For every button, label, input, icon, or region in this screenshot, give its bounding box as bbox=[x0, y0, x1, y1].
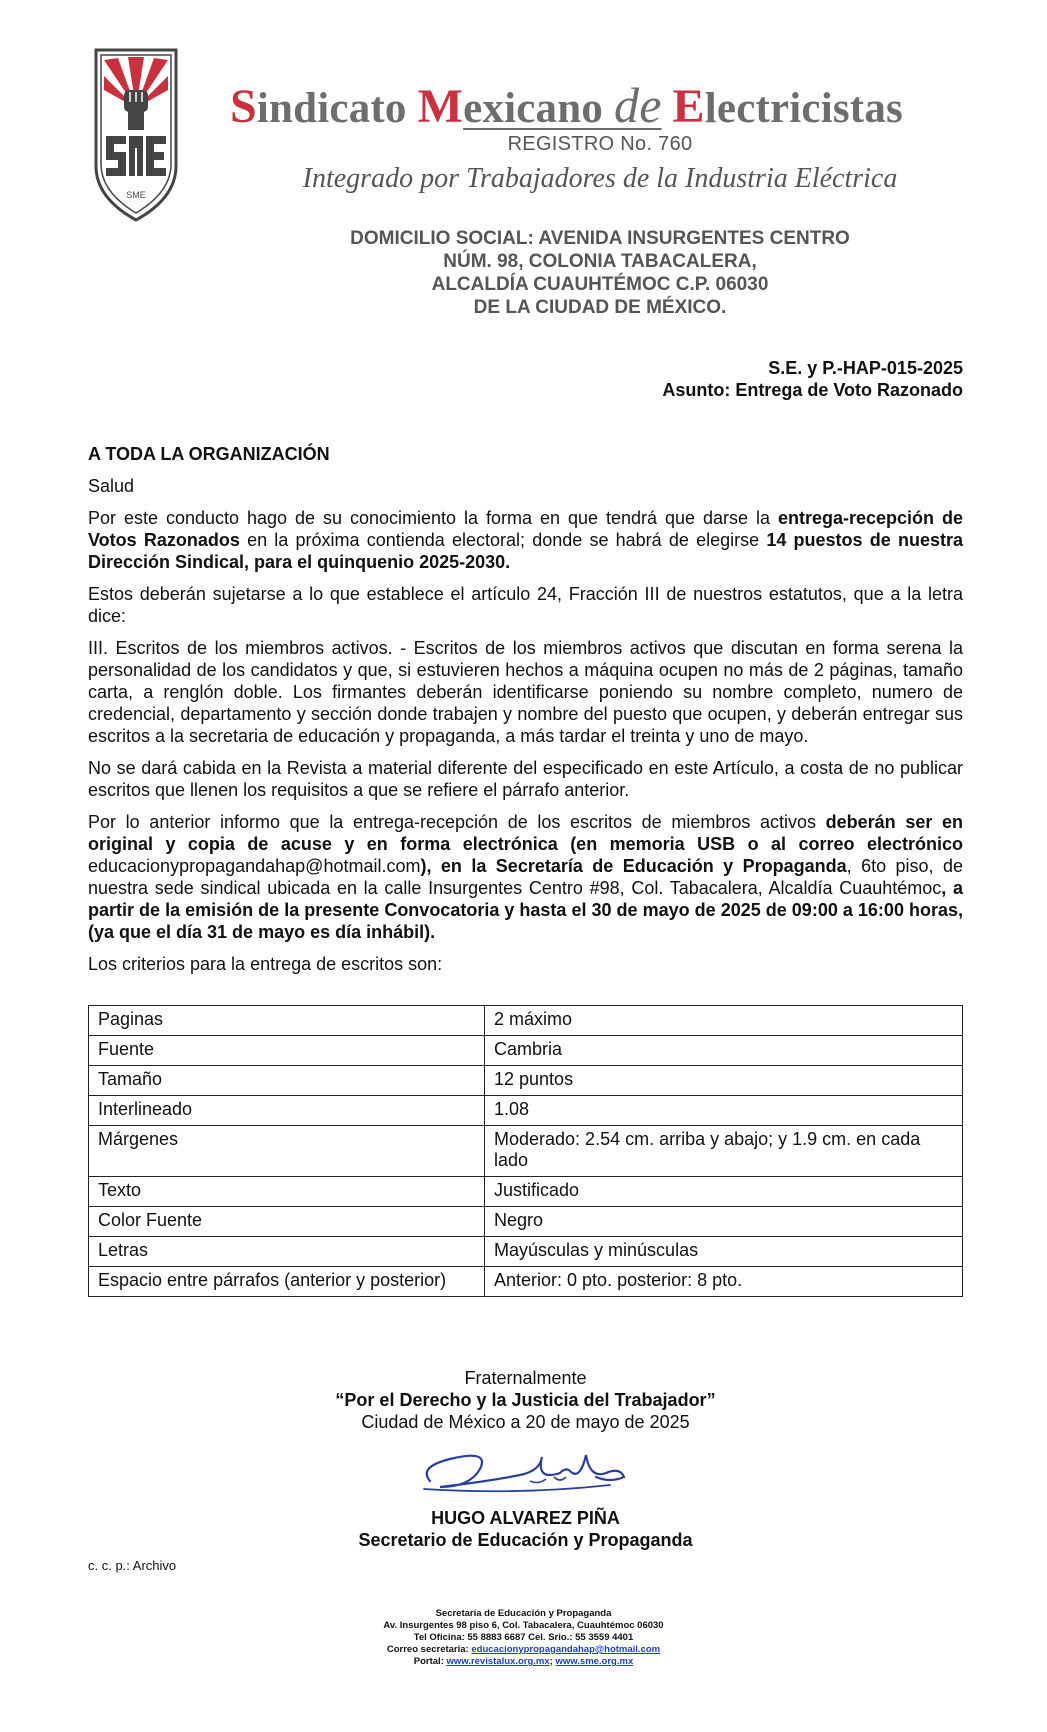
letter-body bbox=[88, 443, 963, 985]
letter-footer: Secretaría de Educación y Propaganda Av. Insurgentes 98 piso 6, Col. Tabacalera, Cuauhtémoc 06030 Tel Oficina: 55 8883 6687 Cel. Srio.: 55 3559 4401 Correo secretaria: educacionypropagandahap@hotmail.com Portal: www.revistalux.org.mx; www.sme.org.mx bbox=[383, 1608, 664, 1667]
criteria-intro: Los criterios para la entrega de escritos son: bbox=[88, 954, 443, 974]
table-row: Letras Mayúsculas y minúsculas bbox=[89, 1237, 963, 1267]
table-row: Espacio entre párrafos (anterior y posterior) Anterior: 0 pto. posterior: 8 pto. bbox=[89, 1267, 963, 1297]
greeting: Salud bbox=[88, 476, 135, 496]
signer-block bbox=[88, 1507, 963, 1551]
svg-text:SME: SME bbox=[126, 190, 146, 200]
organization-tagline: Integrado por Trabajadores de la Industria Eléctrica bbox=[302, 163, 898, 194]
contact-email: educacionypropagandahap@hotmail.com bbox=[88, 856, 421, 876]
table-row: Interlineado 1.08 bbox=[89, 1096, 963, 1126]
closing-block bbox=[88, 1367, 963, 1433]
table-row: Fuente Cambria bbox=[89, 1036, 963, 1066]
subject-line: Asunto: Entrega de Voto Razonado bbox=[662, 380, 963, 400]
table-row: Paginas 2 máximo bbox=[89, 1006, 963, 1036]
paragraph-3: III. Escritos de los miembros activos. - Escritos de los miembros activos que discutan en forma serena la personalidad de los candidatos y que, si estuvieren hechos a máquina ocupen no más de 2 páginas, tamaño carta, a renglón doble. Los firmantes deberán identificarse poniendo su nombre completo, numero de credencial, departamento y sección donde trabajen y nombre del puesto que ocupen, y deberán entregar sus escritos a la secretaria de educación y propaganda, a más tardar el treinta y uno de mayo. bbox=[88, 638, 963, 746]
paragraph-2: Estos deberán sujetarse a lo que establece el artículo 24, Fracción III de nuestros estatutos, que a la letra dice: bbox=[88, 584, 963, 626]
recipient: A TODA LA ORGANIZACIÓN bbox=[88, 444, 330, 464]
farewell: Fraternalmente bbox=[464, 1368, 587, 1388]
sme-shield-logo bbox=[92, 48, 180, 222]
footer-portal-link-revistalux[interactable]: www.revistalux.org.mx bbox=[446, 1656, 550, 1667]
carbon-copy-note: c. c. p.: Archivo bbox=[88, 1558, 177, 1573]
place-date: Ciudad de México a 20 de mayo de 2025 bbox=[361, 1412, 690, 1432]
footer-email-link[interactable]: educacionypropagandahap@hotmail.com bbox=[471, 1644, 661, 1655]
signer-title: Secretario de Educación y Propaganda bbox=[358, 1530, 693, 1550]
footer-portal-link-sme[interactable]: www.sme.org.mx bbox=[555, 1656, 634, 1667]
paragraph-5: Por lo anterior informo que la entrega-recepción de los escritos de miembros activos deberán ser en original y copia de acuse y en forma electrónica (en memoria USB o al correo electrónico educacionypropagandahap@hotmail.com), en la Secretaría de Educación y Propaganda, 6to piso, de nuestra sede sindical ubicada en la calle Insurgentes Centro #98, Col. Tabacalera, Alcaldía Cuauhtémoc, a partir de la emisión de la presente Convocatoria y hasta el 30 de mayo de 2025 de 09:00 a 16:00 horas, (ya que el día 31 de mayo es día inhábil). bbox=[88, 812, 963, 942]
table-row: Color Fuente Negro bbox=[89, 1207, 963, 1237]
paragraph-1: Por este conducto hago de su conocimiento la forma en que tendrá que darse la entrega-recepción de Votos Razonados en la próxima contienda electoral; donde se habrá de elegirse 14 puestos de nuestra Dirección Sindical, para el quinquenio 2025-2030. bbox=[88, 508, 963, 572]
table-row: Texto Justificado bbox=[89, 1177, 963, 1207]
criteria-table bbox=[88, 1005, 963, 1297]
reference-code: S.E. y P.-HAP-015-2025 bbox=[768, 358, 963, 378]
signer-name: HUGO ALVAREZ PIÑA bbox=[431, 1508, 620, 1528]
registered-address: DOMICILIO SOCIAL: AVENIDA INSURGENTES CENTRO NÚM. 98, COLONIA TABACALERA, ALCALDÍA CUAUHTÉMOC C.P. 06030 DE LA CIUDAD DE MÉXICO. bbox=[350, 228, 850, 318]
registration-number: REGISTRO No. 760 bbox=[507, 133, 693, 155]
table-row: Tamaño 12 puntos bbox=[89, 1066, 963, 1096]
organization-name: Sindicato Mexicano de Electricistas bbox=[230, 77, 903, 133]
handwritten-signature bbox=[410, 1437, 650, 1501]
table-row: Márgenes Moderado: 2.54 cm. arriba y abajo; y 1.9 cm. en cada lado bbox=[89, 1126, 963, 1177]
motto: “Por el Derecho y la Justicia del Trabajador” bbox=[335, 1390, 716, 1410]
document-reference bbox=[662, 357, 963, 401]
paragraph-4: No se dará cabida en la Revista a material diferente del especificado en este Artículo, a costa de no publicar escritos que llenen los requisitos a que se refiere el párrafo anterior. bbox=[88, 758, 963, 800]
